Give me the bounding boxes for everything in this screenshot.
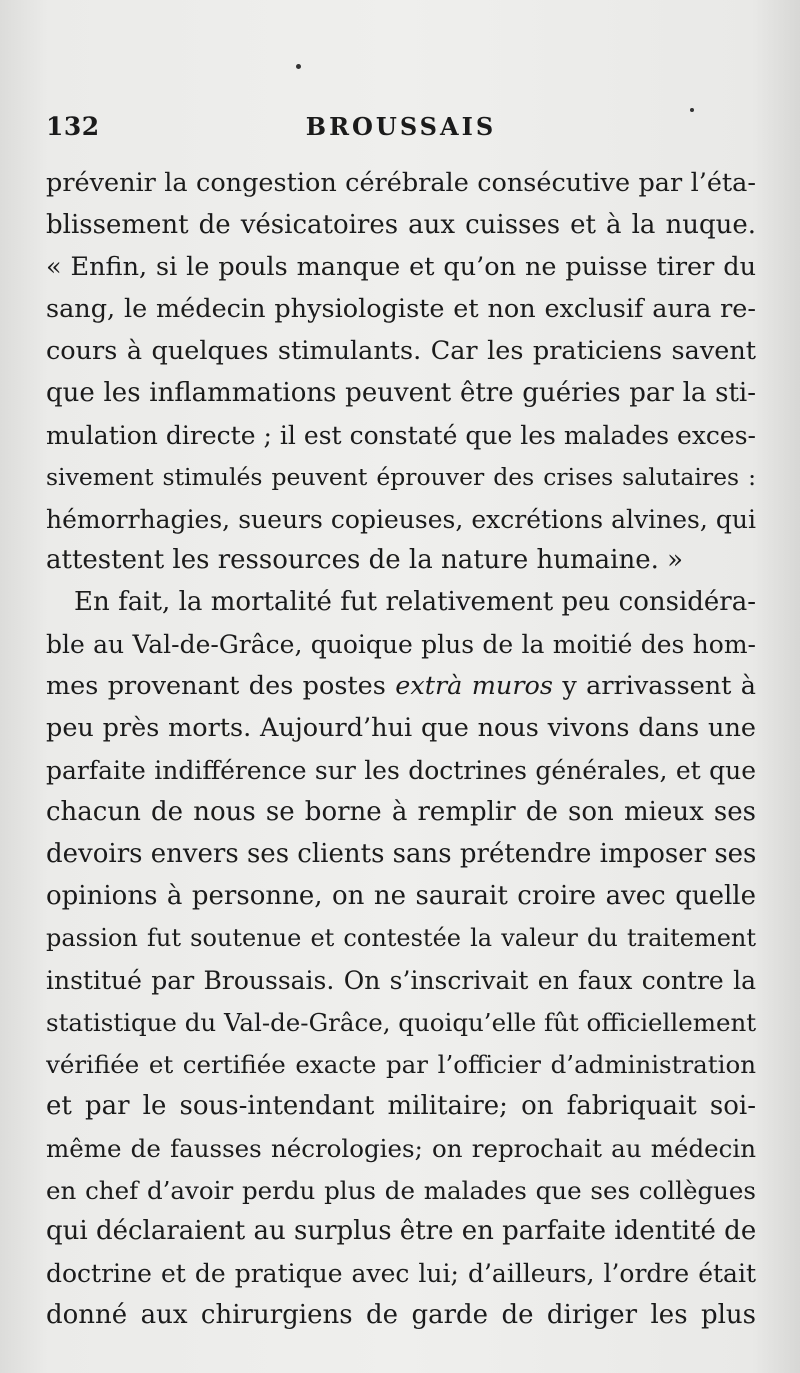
text-line-with-italic [46,666,756,708]
italic-phrase: extrà muros [395,671,553,702]
text-line: devoirs envers ses clients sans prétendre imposer ses [46,839,756,869]
text-line: peu près morts. Aujourd’hui que nous vivons dans une [46,713,756,744]
text-line: même de fausses nécrologies; on reprochait au médecin [46,1133,756,1163]
text-line: hémorrhagies, sueurs copieuses, excrétions alvines, qui [46,504,756,534]
text-line: donné aux chirurgiens de garde de diriger les plus [46,1300,756,1331]
page-number: 132 [46,112,100,141]
text-line: ble au Val-de-Grâce, quoique plus de la moitié des hom- [46,630,756,660]
paragraph-first-line: En fait, la mortalité fut relativement peu considéra- [74,587,756,618]
text-line: cours à quelques stimulants. Car les praticiens savent [46,335,756,366]
text-line: passion fut soutenue et contestée la valeur du traitement [46,923,756,952]
text-line: et par le sous-intendant militaire; on fabriquait soi- [46,1090,756,1121]
text-segment: mes provenant des postes [46,671,396,702]
text-line: opinions à personne, on ne saurait croire avec quelle [46,880,756,911]
text-line: chacun de nous se borne à remplir de son mieux ses [46,797,756,828]
page-header [46,112,756,152]
text-line: attestent les ressources de la nature humaine. » [46,545,684,576]
text-line: qui déclaraient au surplus être en parfaite identité de [46,1216,756,1247]
text-line: « Enfin, si le pouls manque et qu’on ne puisse tirer du [46,251,756,282]
text-line: prévenir la congestion cérébrale consécutive par l’éta- [46,168,756,198]
text-line: que les inflammations peuvent être guéries par la sti- [46,377,756,408]
text-line: mulation directe ; il est constaté que les malades exces- [46,420,756,450]
text-line: sivement stimulés peuvent éprouver des crises salutaires : [46,462,756,491]
text-line: statistique du Val-de-Grâce, quoiqu’elle fût officiellement [46,1007,756,1037]
text-line: vérifiée et certifiée exacte par l’officier d’administration [46,1049,756,1079]
text-line: institué par Broussais. On s’inscrivait en faux contre la [46,965,756,995]
ink-speck [296,64,301,69]
body-text [46,163,756,1337]
text-line: en chef d’avoir perdu plus de malades que ses collègues [46,1175,756,1205]
text-line: blissement de vésicatoires aux cuisses et à la nuque. [46,209,756,240]
running-title: BROUSSAIS [305,112,497,141]
text-line: sang, le médecin physiologiste et non exclusif aura re- [46,293,756,324]
text-segment: y arrivassent à [552,671,756,702]
text-line: doctrine et de pratique avec lui; d’ailleurs, l’ordre était [46,1259,756,1289]
text-line: parfaite indifférence sur les doctrines générales, et que [46,756,756,786]
